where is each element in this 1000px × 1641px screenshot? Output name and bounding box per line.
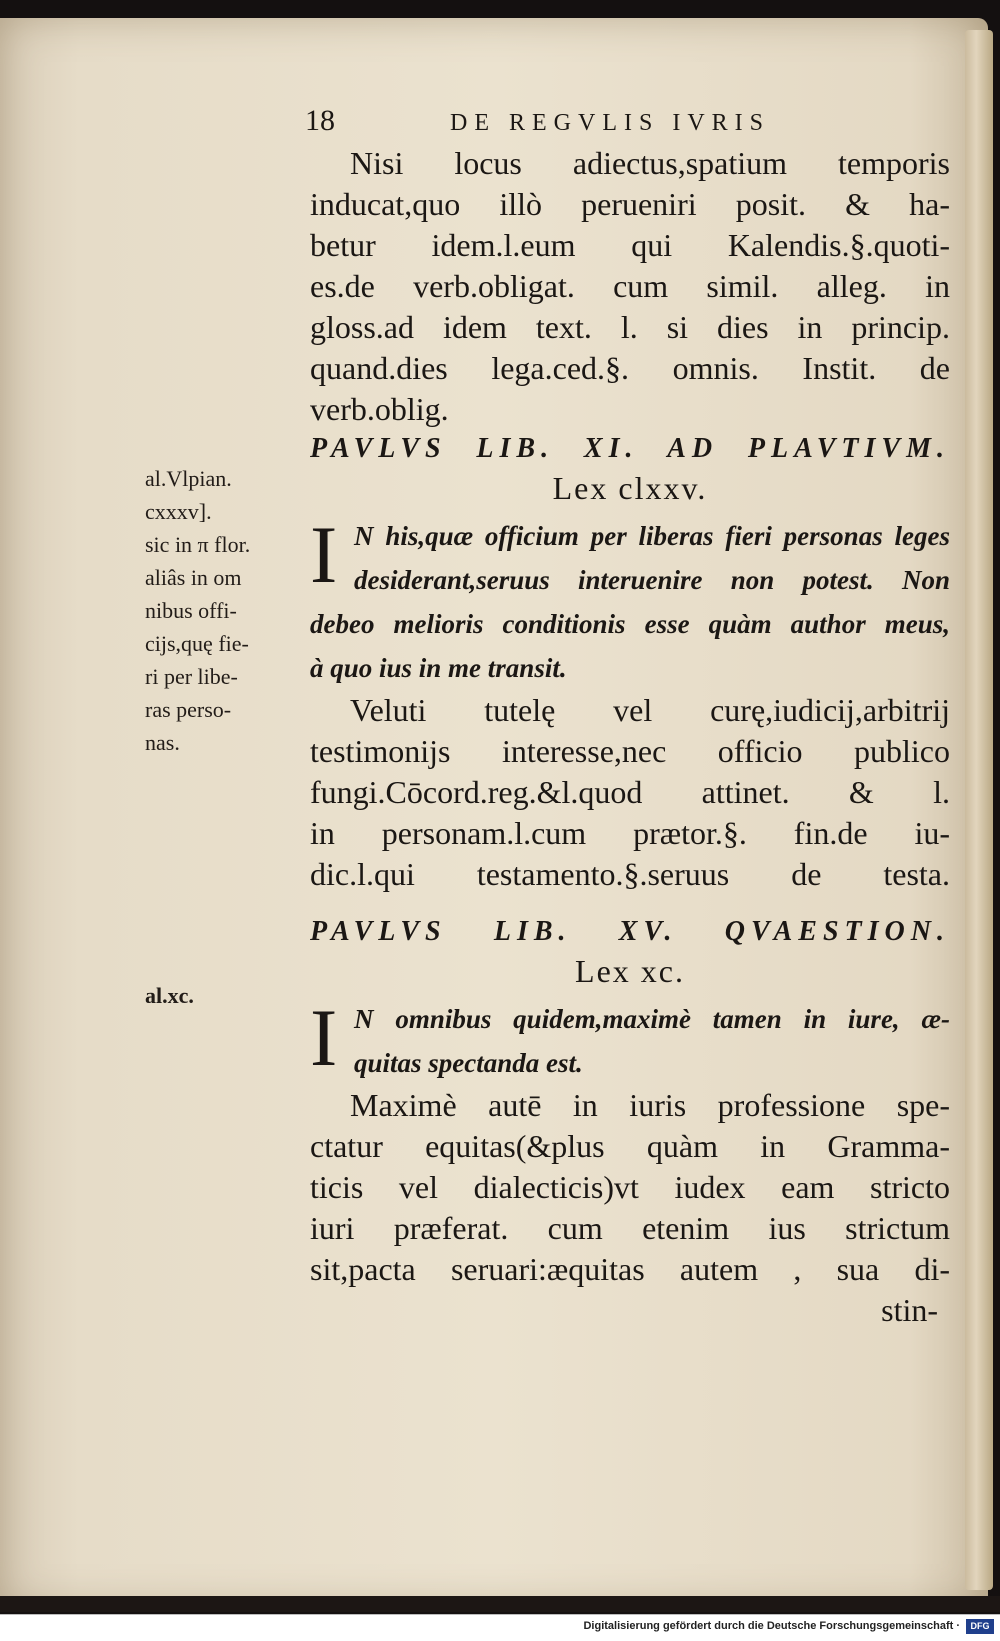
rule-text-block <box>310 992 950 1085</box>
rule-line: debeo melioris conditionis esse quàm author meus, <box>310 609 950 639</box>
margin-note-line: nibus offi- <box>145 598 237 623</box>
rule-line: N omnibus quidem,maximè tamen in iure, æ- <box>354 1004 950 1034</box>
footer-credit: Digitalisierung gefördert durch die Deutsche Forschungsgemeinschaft · <box>583 1620 960 1632</box>
margin-note-line: ras perso- <box>145 697 232 722</box>
text-line: ticis vel dialecticis)vt iudex eam stricto <box>310 1169 950 1205</box>
text-line: sit,pacta seruari:æquitas autem , sua di- <box>310 1251 950 1287</box>
lex-number: Lex xc. <box>575 953 685 989</box>
text-line: fungi.Cōcord.reg.&l.quod attinet. & l. <box>310 774 950 810</box>
margin-note-line: al.Vlpian. <box>145 466 232 491</box>
margin-note-line: cxxxv]. <box>145 499 212 524</box>
catchword: stin- <box>881 1292 938 1328</box>
margin-note <box>145 462 295 759</box>
margin-note-line: nas. <box>145 730 180 755</box>
margin-note-line: aliâs in om <box>145 565 242 590</box>
initial-letter: I <box>310 992 338 1083</box>
lex-number: Lex clxxv. <box>552 470 708 506</box>
text-line: quand.dies lega.ced.§. omnis. Instit. de <box>310 350 950 386</box>
running-title: DE REGVLIS IVRIS <box>450 110 770 136</box>
text-line: iuri præferat. cum etenim ius strictum <box>310 1210 950 1246</box>
initial-letter: I <box>310 509 338 600</box>
text-line: dic.l.qui testamento.§.seruus de testa. <box>310 856 950 892</box>
margin-note: al.xc. <box>145 983 194 1008</box>
text-line: inducat,quo illò perueniri posit. & ha- <box>310 186 950 222</box>
rule-line: à quo ius in me transit. <box>310 653 567 683</box>
section-heading: PAVLVS LIB. XI. AD PLAVTIVM. <box>310 433 950 464</box>
section-heading: PAVLVS LIB. XV. QVAESTION. <box>310 916 950 947</box>
digitization-footer <box>0 1614 1000 1641</box>
running-head <box>305 104 825 144</box>
text-line: gloss.ad idem text. l. si dies in princip. <box>310 309 950 345</box>
dfg-logo: DFG <box>966 1619 994 1634</box>
text-line: Nisi locus adiectus,spatium temporis <box>350 145 950 181</box>
page-number: 18 <box>305 104 335 137</box>
text-line: betur idem.l.eum qui Kalendis.§.quoti- <box>310 227 950 263</box>
text-line: verb.oblig. <box>310 391 449 427</box>
text-line: Maximè autē in iuris professione spe- <box>350 1087 950 1123</box>
rule-line: quitas spectanda est. <box>354 1048 583 1078</box>
margin-note-line: sic in π flor. <box>145 532 251 557</box>
margin-note-line: ri per libe- <box>145 664 238 689</box>
rule-line: N his,quæ officium per liberas fieri personas leges <box>354 521 950 551</box>
text-line: ctatur equitas(&plus quàm in Gramma- <box>310 1128 950 1164</box>
text-line: in personam.l.cum prætor.§. fin.de iu- <box>310 815 950 851</box>
main-text <box>310 143 950 1331</box>
margin-note-line: cijs,quę fie- <box>145 631 249 656</box>
text-line: testimonijs interesse,nec officio publico <box>310 733 950 769</box>
text-line: es.de verb.obligat. cum simil. alleg. in <box>310 268 950 304</box>
text-line: Veluti tutelę vel curę,iudicij,arbitrij <box>350 692 950 728</box>
rule-line: desiderant,seruus interuenire non potest. Non <box>354 565 950 595</box>
rule-text-block <box>310 509 950 602</box>
